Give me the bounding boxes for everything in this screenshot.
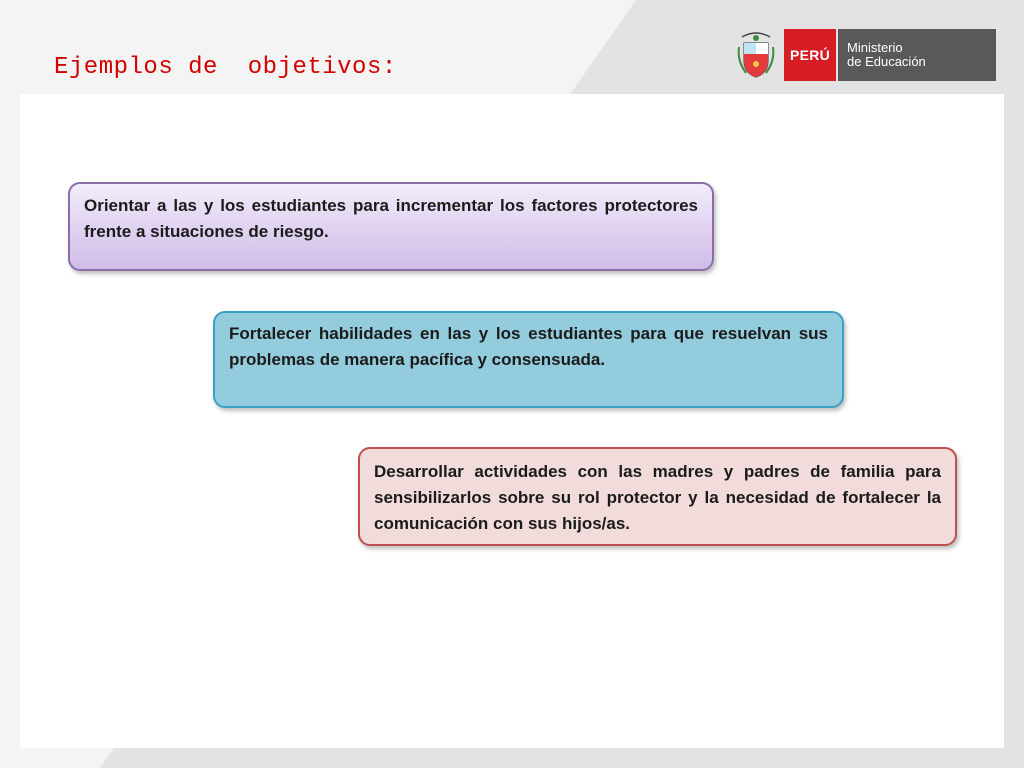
objective-text: Orientar a las y los estudiantes para incrementar los factores protectores frente a situaciones de riesgo. (84, 196, 698, 241)
coat-of-arms-icon (730, 29, 782, 81)
objective-box-3 (358, 447, 957, 546)
slide-title: Ejemplos de objetivos: (54, 54, 397, 81)
ministry-name (838, 29, 996, 81)
ministry-name-line1: Ministerio (847, 40, 903, 55)
objective-box-1 (68, 182, 714, 271)
objective-text: Desarrollar actividades con las madres y padres de familia para sensibilizarlos sobre su rol protector y la necesidad de fortalecer la comunicación con sus hijos/as. (374, 462, 941, 533)
ministry-name-line2: de Educación (847, 54, 926, 69)
objective-box-2 (213, 311, 844, 408)
peru-badge: PERÚ (784, 29, 836, 81)
ministry-logo (730, 29, 996, 81)
objective-text: Fortalecer habilidades en las y los estudiantes para que resuelvan sus problemas de manera pacífica y consensuada. (229, 324, 828, 369)
